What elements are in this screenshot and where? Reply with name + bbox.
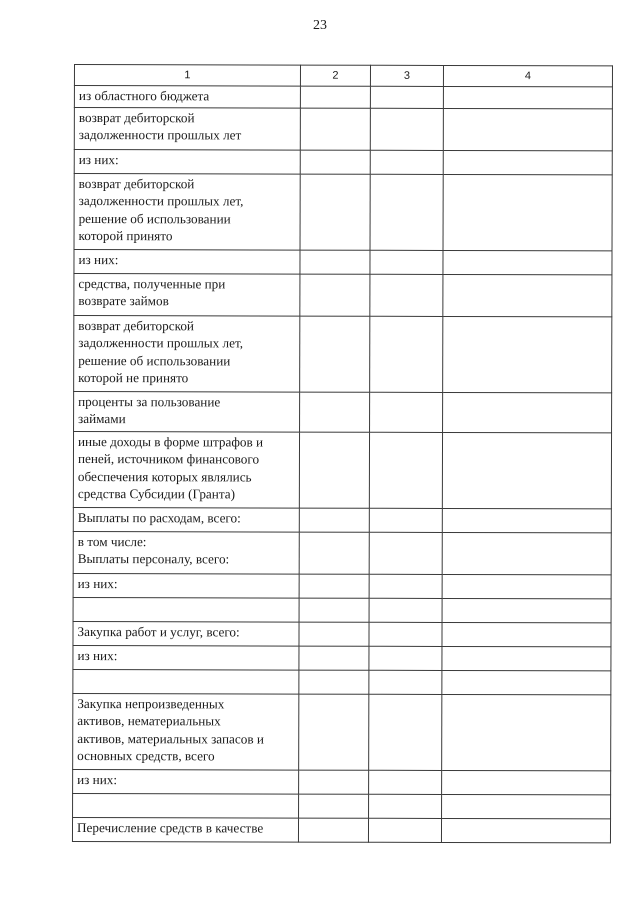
table-row	[73, 507, 611, 532]
value-cell-col4	[442, 508, 611, 532]
table-row	[73, 573, 611, 598]
value-cell-col2	[299, 770, 369, 794]
value-cell-col4	[443, 392, 612, 432]
value-cell-col2	[300, 392, 370, 432]
row-label-line: средства Субсидии (Гранта)	[77, 486, 236, 502]
table-row	[74, 150, 612, 175]
value-cell-col3	[369, 670, 442, 694]
value-cell-col4	[443, 150, 612, 174]
value-cell-col4	[442, 598, 611, 622]
row-label-line: из них:	[78, 252, 119, 268]
table-row	[73, 693, 611, 770]
table-row	[73, 769, 611, 794]
value-cell-col3	[369, 432, 442, 508]
table-row	[73, 432, 611, 509]
row-label-line: из них:	[77, 772, 118, 788]
row-label-line: которой не принято	[78, 370, 189, 386]
value-cell-col3	[369, 646, 442, 670]
row-label-cell	[74, 150, 300, 175]
table-body	[72, 86, 612, 843]
value-cell-col2	[299, 646, 369, 670]
column-header-1: 1	[74, 65, 300, 87]
column-header-2: 2	[300, 65, 370, 86]
row-label-line: возврате займов	[78, 293, 169, 309]
table-row	[74, 174, 612, 251]
row-label-cell	[73, 693, 299, 770]
table-row	[73, 669, 611, 694]
row-label-line: возврат дебиторской	[78, 176, 195, 192]
value-cell-col4	[443, 108, 612, 150]
value-cell-col2	[299, 794, 369, 818]
value-cell-col2	[299, 694, 369, 770]
row-label-line: активов, нематериальных	[77, 713, 221, 729]
row-label-line	[77, 671, 294, 672]
table-row	[74, 392, 612, 433]
value-cell-col4	[442, 574, 611, 598]
value-cell-col3	[369, 794, 442, 818]
row-label-line: в том числе:	[77, 534, 147, 550]
value-cell-col2	[300, 150, 370, 174]
table-header-row	[74, 65, 612, 87]
row-label-cell	[73, 621, 299, 646]
value-cell-col2	[300, 108, 370, 150]
value-cell-col2	[300, 274, 370, 316]
value-cell-col4	[443, 316, 612, 392]
row-label-cell	[74, 392, 300, 433]
value-cell-col2	[299, 622, 369, 646]
row-label-line: Закупка работ и услуг, всего:	[77, 624, 240, 640]
row-label-cell	[73, 769, 299, 794]
value-cell-col3	[369, 694, 442, 770]
value-cell-col2	[300, 316, 370, 392]
row-label-line: Выплаты по расходам, всего:	[77, 510, 241, 526]
value-cell-col4	[443, 250, 612, 274]
row-label-line: займами	[78, 411, 126, 427]
table-row	[74, 316, 612, 393]
value-cell-col3	[368, 818, 441, 842]
value-cell-col2	[299, 574, 369, 598]
value-cell-col3	[370, 274, 443, 316]
row-label-line: решение об использовании	[78, 352, 231, 369]
value-cell-col4	[443, 274, 612, 316]
row-label-line: средства, полученные при	[78, 276, 226, 292]
row-label-line: Выплаты персоналу, всего:	[77, 551, 230, 567]
value-cell-col3	[370, 174, 443, 250]
value-cell-col4	[442, 794, 611, 818]
row-label-cell	[73, 793, 299, 818]
row-label-cell	[73, 531, 299, 574]
row-label-cell	[74, 174, 300, 251]
row-label-line: обеспечения которых являлись	[77, 468, 252, 485]
value-cell-col3	[370, 150, 443, 174]
row-label-line: проценты за пользование	[78, 394, 221, 410]
row-label-line	[78, 599, 295, 600]
table-row	[73, 645, 611, 670]
value-cell-col4	[442, 432, 611, 508]
row-label-line: иные доходы в форме штрафов и	[77, 434, 264, 450]
row-label-line: из областного бюджета	[78, 88, 210, 104]
table-row	[74, 274, 612, 317]
row-label-cell	[74, 274, 300, 317]
value-cell-col3	[370, 316, 443, 392]
row-label-cell	[73, 669, 299, 694]
row-label-line	[77, 795, 294, 796]
table-row	[74, 86, 612, 109]
value-cell-col2	[299, 508, 369, 532]
value-cell-col2	[300, 174, 370, 250]
row-label-cell	[73, 597, 299, 622]
value-cell-col4	[443, 174, 612, 250]
column-header-4: 4	[443, 65, 612, 86]
value-cell-col4	[443, 86, 612, 108]
value-cell-col4	[442, 532, 611, 574]
row-label-line: возврат дебиторской	[78, 318, 195, 334]
row-label-cell	[74, 86, 300, 109]
value-cell-col2	[299, 670, 369, 694]
value-cell-col4	[442, 646, 611, 670]
report-table	[72, 64, 613, 843]
row-label-cell	[73, 645, 299, 670]
row-label-line: которой принято	[78, 228, 173, 244]
table-row	[73, 531, 611, 574]
row-label-line: Закупка непроизведенных	[77, 696, 225, 712]
page-number: 23	[313, 18, 327, 33]
row-label-cell	[74, 108, 300, 151]
value-cell-col4	[441, 818, 610, 842]
value-cell-col2	[300, 250, 370, 274]
row-label-cell	[72, 817, 298, 842]
value-cell-col4	[442, 670, 611, 694]
table-row	[72, 817, 610, 842]
value-cell-col3	[369, 598, 442, 622]
value-cell-col3	[369, 622, 442, 646]
table-row	[74, 250, 612, 275]
row-label-line: возврат дебиторской	[78, 110, 195, 126]
value-cell-col3	[370, 86, 443, 108]
table-row	[73, 597, 611, 622]
value-cell-col4	[442, 622, 611, 646]
value-cell-col2	[299, 432, 369, 508]
row-label-line: задолженности прошлых лет,	[78, 193, 244, 209]
value-cell-col2	[298, 818, 368, 842]
value-cell-col2	[299, 532, 369, 574]
row-label-line: активов, материальных запасов и	[77, 730, 264, 747]
row-label-line: задолженности прошлых лет	[78, 127, 242, 143]
row-label-line: из них:	[78, 152, 119, 168]
value-cell-col3	[369, 532, 442, 574]
value-cell-col4	[442, 770, 611, 794]
row-label-line: основных средств, всего	[77, 748, 215, 764]
row-label-line: из них:	[77, 648, 118, 664]
value-cell-col3	[370, 108, 443, 150]
row-label-line: из них:	[77, 576, 118, 592]
value-cell-col3	[369, 508, 442, 532]
row-label-cell	[73, 573, 299, 598]
value-cell-col2	[300, 86, 370, 108]
value-cell-col3	[369, 770, 442, 794]
row-label-cell	[73, 432, 299, 509]
value-cell-col3	[370, 392, 443, 432]
column-header-3: 3	[370, 65, 443, 86]
value-cell-col4	[442, 694, 611, 770]
row-label-cell	[74, 316, 300, 393]
table-row	[73, 621, 611, 646]
row-label-line: задолженности прошлых лет,	[78, 335, 244, 351]
row-label-line: решение об использовании	[78, 210, 231, 227]
table-row	[74, 108, 612, 151]
value-cell-col2	[299, 598, 369, 622]
value-cell-col3	[370, 250, 443, 274]
row-label-cell	[73, 507, 299, 532]
table-row	[73, 793, 611, 818]
row-label-cell	[74, 250, 300, 275]
row-label-line: пеней, источником финансового	[77, 451, 260, 467]
value-cell-col3	[369, 574, 442, 598]
row-label-line: Перечисление средств в качестве	[76, 820, 264, 836]
